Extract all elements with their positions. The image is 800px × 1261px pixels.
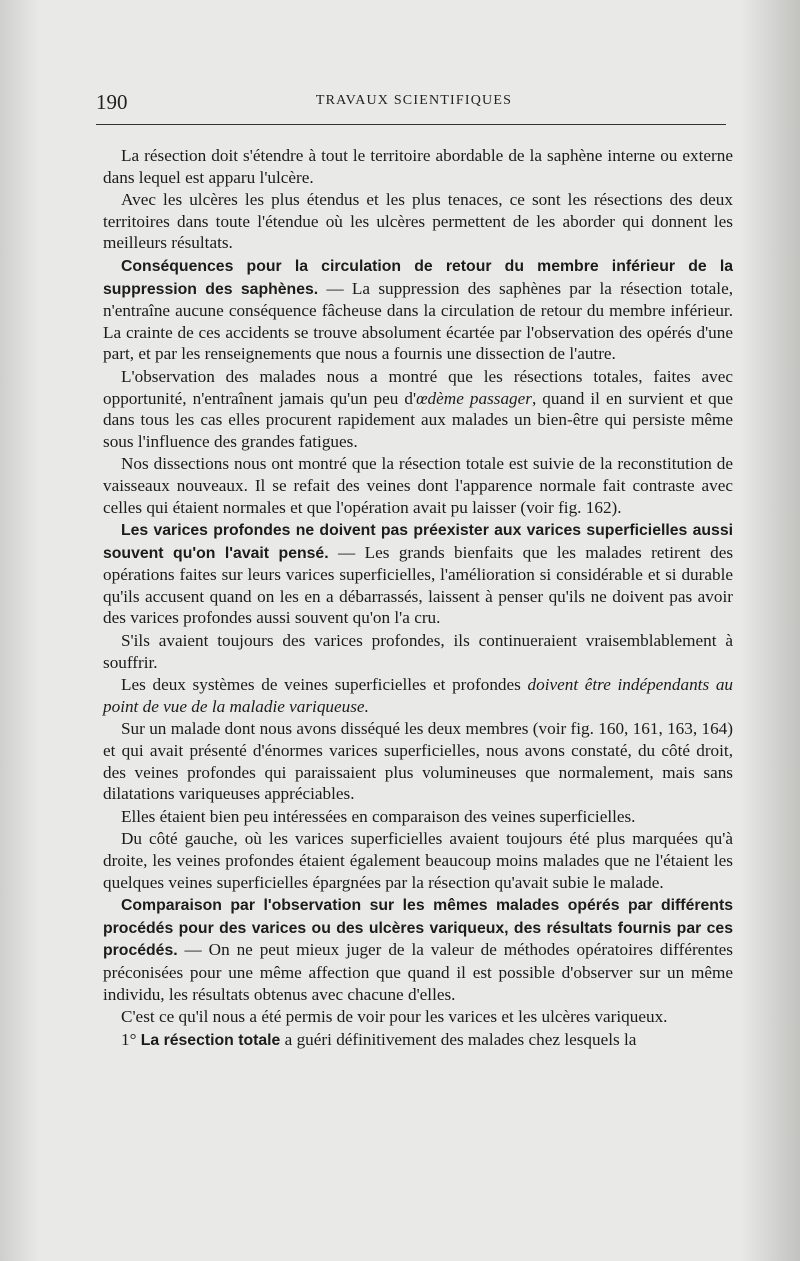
section-heading: Comparaison par l'observation sur les mêmes malades opérés par différents procédés pour des varices ou des ulcères variqueux, des résultats fournis par ces procédés. — [103, 897, 733, 960]
text-run: L'observation des malades nous a montré que les résections totales, faites avec opportunité, n'entraînent jamais qu'un peu d' — [103, 366, 733, 408]
running-title: TRAVAUX SCIENTIFIQUES — [315, 93, 513, 108]
page-edge-shadow-right — [740, 0, 800, 1261]
text-run: Nos dissections nous ont montré que la résection totale est suivie de la reconstitution de vaisseaux nouveaux. Il se refait des veines dont l'apparence normale fait contraste avec celles qui étaient normales et que l'opération avait pu laisser (voir fig. 162). — [103, 454, 733, 517]
body-text — [103, 145, 733, 1051]
italic-text: œdème passager — [416, 388, 532, 408]
paragraph — [103, 674, 733, 717]
paragraph — [103, 519, 733, 629]
page-header — [96, 90, 732, 114]
paragraph — [103, 366, 733, 452]
paragraph — [103, 806, 733, 828]
paragraph — [103, 630, 733, 673]
text-run: Du côté gauche, où les varices superficielles avaient toujours été plus marquées qu'à droite, les veines profondes étaient également beaucoup moins malades que ne l'étaient les quelques veines superficielles épargnées par la résection qu'avait subie le malade. — [103, 829, 733, 892]
paragraph — [103, 828, 733, 893]
paragraph — [103, 718, 733, 804]
text-run: Avec les ulcères les plus étendus et les plus tenaces, ce sont les résections des deux territoires dans toute l'étendue où les ulcères permettent de les aborder qui donnent les meilleurs résultats. — [103, 190, 733, 253]
text-run: — Les grands bienfaits que les malades retirent des opérations faites sur leurs varices superficielles, l'amélioration si considérable et si durable qu'ils accusent quand on les en a débarrassés, laissent à penser qu'ils ne doivent pas avoir des varices profondes aussi souvent qu'on l'a cru. — [103, 542, 734, 628]
text-run: a guéri définitivement des malades chez lesquels la — [280, 1029, 637, 1049]
text-run: C'est ce qu'il nous a été permis de voir pour les varices et les ulcères variqueux. — [121, 1007, 668, 1027]
page-edge-shadow-left — [0, 0, 40, 1261]
text-run: La résection doit s'étendre à tout le territoire abordable de la saphène interne ou externe dans lequel est apparu l'ulcère. — [103, 146, 733, 187]
paragraph — [103, 255, 733, 365]
text-run: , quand il en survient et que dans tous les cas elles procurent rapidement aux malades un bien-être qui persiste même sous l'influence des grandes fatigues. — [103, 388, 733, 451]
paragraph — [103, 1006, 733, 1028]
paragraph — [103, 894, 733, 1005]
text-run: Les deux systèmes de veines superficielles et profondes — [121, 675, 528, 695]
text-run: 1° — [121, 1029, 141, 1049]
section-heading: Les varices profondes ne doivent pas préexister aux varices superficielles aussi souvent qu'on l'avait pensé. — [103, 522, 733, 562]
text-run: — On ne peut mieux juger de la valeur de méthodes opératoires différentes préconisées pour une même affection que quand il est possible d'observer sur un même individu, les résultats obtenus avec chacune d'elles. — [103, 940, 733, 1004]
paragraph — [103, 189, 733, 254]
paragraph — [103, 145, 733, 188]
header-rule — [96, 124, 726, 125]
paragraph — [103, 453, 733, 518]
italic-text: doivent être indépendants au point de vue de la maladie variqueuse. — [103, 675, 734, 716]
text-run: Sur un malade dont nous avons disséqué les deux membres (voir fig. 160, 161, 163, 164) et qui avait présenté d'énormes varices superficielles, nous avons constaté, du côté droit, des veines profondes qui paraissaient plus volumineuses que normalement, mais sans dilatations variqueuses appréciables. — [103, 719, 733, 804]
text-run: S'ils avaient toujours des varices profondes, ils continueraient vraisemblablement à souffrir. — [103, 631, 733, 672]
text-run: Elles étaient bien peu intéressées en comparaison des veines superficielles. — [121, 806, 636, 826]
page-number: 190 — [96, 90, 128, 114]
text-run: — La suppression des saphènes par la résection totale, n'entraîne aucune conséquence fâcheuse dans la circulation de retour du membre inférieur. La crainte de ces accidents se trouve absolument écartée par l'observation des opérés d'une part, et par les renseignements que nous a fournis une dissection de l'autre. — [103, 278, 733, 364]
section-heading: La résection totale — [140, 1031, 281, 1049]
paragraph — [103, 1029, 733, 1052]
section-heading: Conséquences pour la circulation de retour du membre inférieur de la suppression des saphènes. — [103, 257, 733, 298]
